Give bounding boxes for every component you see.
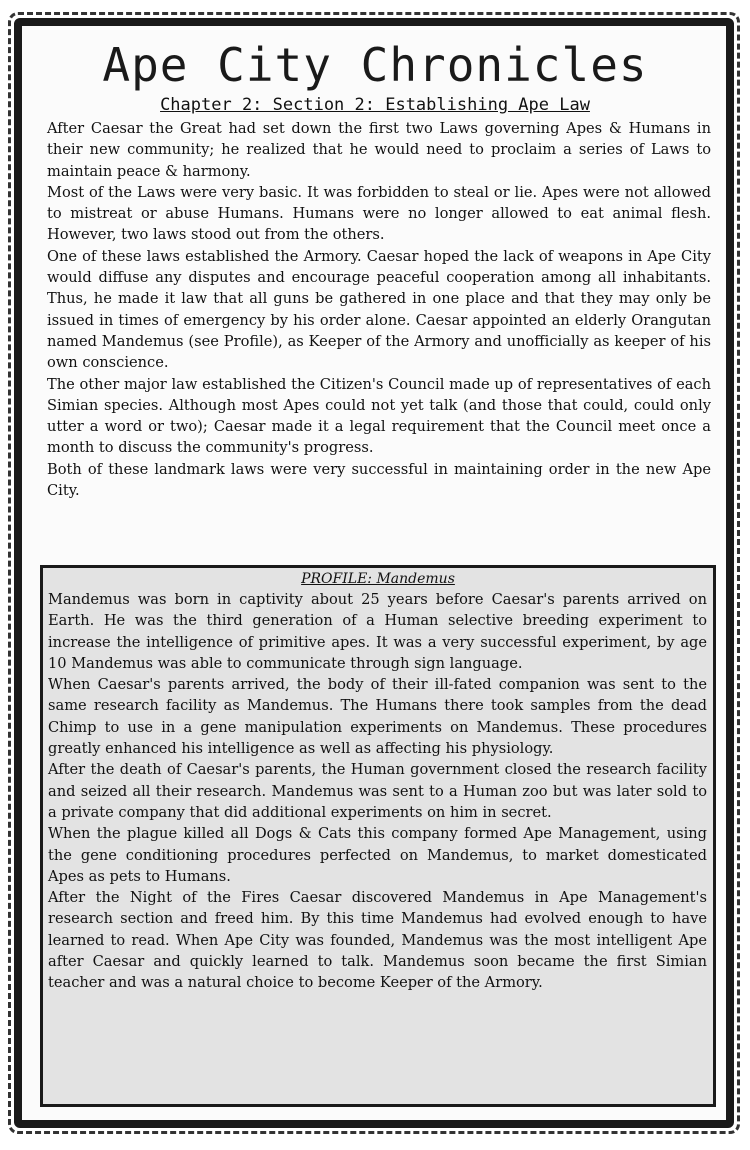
article-body [47, 118, 711, 501]
profile-body [43, 589, 713, 994]
paragraph: After Caesar the Great had set down the first two Laws governing Apes & Humans in their new community; he realized that he would need to proclaim a series of Laws to maintain peace & harmony. [47, 120, 711, 180]
profile-paragraph: After the death of Caesar's parents, the Human government closed the research facility and seized all their research. Mandemus was sent to a Human zoo but was later sold to a private company that did additional experiments on him in secret. [48, 761, 707, 821]
paragraph: Both of these landmark laws were very successful in maintaining order in the new Ape City. [47, 460, 711, 500]
profile-paragraph: After the Night of the Fires Caesar discovered Mandemus in Ape Management's research section and freed him. By this time Mandemus had evolved enough to have learned to read. When Ape City was founded, Mandemus was the most intelligent Ape after Caesar and quickly learned to talk. Mandemus soon became the first Simian teacher and was a natural choice to become Keeper of the Armory. [48, 889, 707, 992]
profile-paragraph: When the plague killed all Dogs & Cats this company formed Ape Management, using the gene conditioning procedures perfected on Mandemus, to market domesticated Apes as pets to Humans. [48, 825, 707, 885]
paragraph: One of these laws established the Armory. Caesar hoped the lack of weapons in Ape City would diffuse any disputes and encourage peaceful cooperation among all inhabitants. Thus, he made it law that all guns be gathered in one place and that they may only be issued in times of emergency by his order alone. Caesar appointed an elderly Orangutan named Mandemus (see Profile), as Keeper of the Armory and unofficially as keeper of his own conscience. [47, 247, 711, 372]
paragraph: The other major law established the Citizen's Council made up of representatives of each Simian species. Although most Apes could not yet talk (and those that could, could only utter a word or two); Caesar made it a legal requirement that the Council meet once a month to discuss the community's progress. [47, 375, 711, 457]
page-title: Ape City Chronicles [102, 38, 648, 92]
profile-title: PROFILE: Mandemus [301, 571, 455, 587]
profile-box [40, 565, 716, 1107]
profile-paragraph: When Caesar's parents arrived, the body of their ill-fated companion was sent to the same research facility as Mandemus. The Humans there took samples from the dead Chimp to use in a gene manipulation experiments on Mandemus. These procedures greatly enhanced his intelligence as well as affecting his physiology. [48, 676, 707, 758]
profile-paragraph: Mandemus was born in captivity about 25 years before Caesar's parents arrived on Earth. He was the third generation of a Human selective breeding experiment to increase the intelligence of primitive apes. It was a very successful experiment, by age 10 Mandemus was able to communicate through sign language. [48, 591, 707, 672]
chapter-heading: Chapter 2: Section 2: Establishing Ape Law [160, 95, 590, 115]
paragraph: Most of the Laws were very basic. It was forbidden to steal or lie. Apes were not allowed to mistreat or abuse Humans. Humans were no longer allowed to eat animal flesh. However, two laws stood out from the others. [47, 183, 711, 244]
